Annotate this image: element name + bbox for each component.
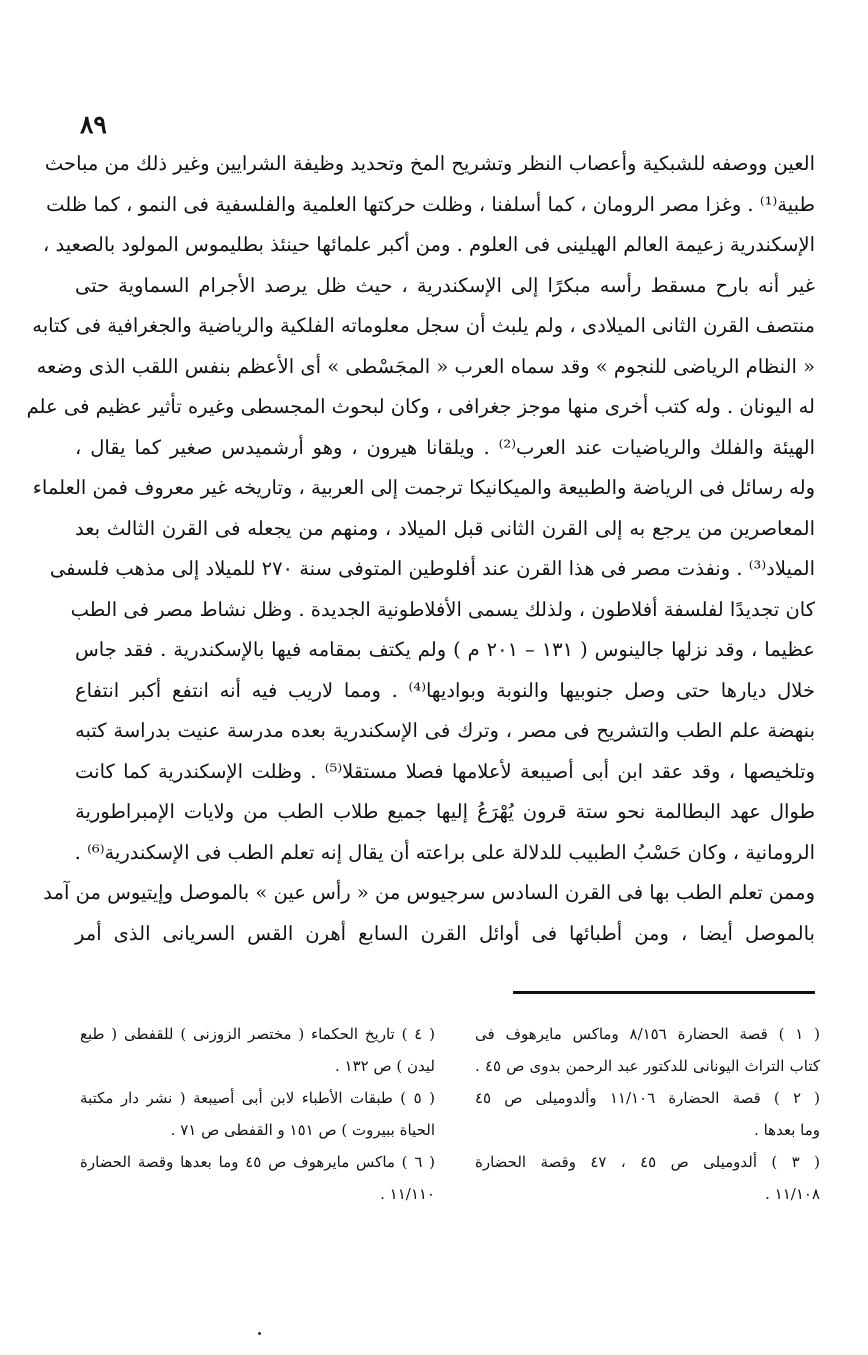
footnote-line: ( ٥ ) طبقات الأطباء لابن أبى أصيبعة ( نشر دار مكتبة <box>80 1089 435 1107</box>
body-line: عظيما ، وقد نزلها جالينوس ( ١٣١ – ٢٠١ م ) ولم يكتف بمقامه فيها بالإسكندرية . فقد جاس <box>75 638 815 661</box>
footnote-line: ١١/١٠٨ . <box>765 1185 820 1203</box>
body-line: منتصف القرن الثانى الميلادى ، ولم يلبث أن سجل معلوماته الفلكية والرياضية والجغرافية فى كتابه <box>32 314 815 337</box>
footnote-line: ١١/١١٠ . <box>380 1185 435 1203</box>
footnote-line: ( ١ ) قصة الحضارة ٨/١٥٦ وماكس مايرهوف فى <box>475 1025 821 1043</box>
footnote-line: ( ٤ ) تاريخ الحكماء ( مختصر الزوزنى ) للقفطى ( طبع <box>80 1025 435 1043</box>
body-line: بالموصل أيضا ، ومن أطبائها فى أوائل القرن السابع أهرن القس السريانى الذى أمر <box>75 921 815 945</box>
page-number: ٨٩ <box>80 110 107 139</box>
body-line: المعاصرين من يرجع به إلى القرن الثانى قبل الميلاد ، ومنهم من يجعله فى القرن الثالث بعد <box>75 516 815 540</box>
footnote-line: ( ٢ ) قصة الحضارة ١١/١٠٦ وألدوميلى ص ٤٥ <box>475 1089 820 1107</box>
body-line: وله رسائل فى الرياضة والطبيعة والميكانيكا ترجمت إلى العربية ، وتاريخه غير معروف فمن العلماء <box>32 476 815 499</box>
footnote-line: ليدن ) ص ١٣٢ . <box>335 1057 435 1075</box>
body-line: الميلاد⁽³⁾ . ونفذت مصر فى هذا القرن عند أفلوطين المتوفى سنة ٢٧٠ للميلاد إلى مذهب فلسفى <box>49 557 815 580</box>
body-line: خلال ديارها حتى وصل جنوبيها والنوبة وبواديها⁽⁴⁾ . ومما لاريب فيه أنه انتفع أكبر انتفاع <box>75 678 815 702</box>
footnote-line: كتاب التراث اليونانى للدكتور عبد الرحمن بدوى ص ٤٥ . <box>475 1057 820 1075</box>
body-line: وتلخيصها ، وقد عقد ابن أبى أصيبعة لأعلامها فصلا مستقلا⁽⁵⁾ . وظلت الإسكندرية كما كانت <box>75 759 815 783</box>
body-line: طوال عهد البطالمة نحو ستة قرون يُهْرَعُ إليها جميع طلاب الطب من ولايات الإمبراطورية <box>75 800 815 823</box>
body-line: العين ووصفه للشبكية وأعصاب النظر وتشريح المخ وتحديد وظيفة الشرايين وغير ذلك من مباحث <box>44 152 815 175</box>
body-line: « النظام الرياضى للنجوم » وقد سماه العرب « المجَسْطى » أى الأعظم بنفس اللقب الذى وضعه <box>36 354 815 378</box>
body-line: بنهضة علم الطب والتشريح فى مصر ، وترك فى الإسكندرية بعده مدرسة عنيت بدراسة كتبه <box>75 719 815 742</box>
footnote-line: الحياة ببيروت ) ص ١٥١ و القفطى ص ٧١ . <box>170 1121 435 1139</box>
body-line: الرومانية ، وكان حَسْبُ الطبيب للدلالة على براعته أن يقال إنه تعلم الطب فى الإسكندرية⁽⁶⁾ . <box>74 840 815 864</box>
footnote-line: وما بعدها . <box>754 1121 820 1139</box>
body-line: وممن تعلم الطب بها فى القرن السادس سرجيوس من « رأس عين » بالموصل وإيتيوس من آمد <box>43 881 815 904</box>
body-line: طبية⁽¹⁾ . وغزا مصر الرومان ، كما أسلفنا ، وظلت حركتها العلمية والفلسفية فى النمو ، كما ظلت <box>46 192 815 216</box>
body-text <box>26 144 815 954</box>
body-line: له اليونان . وله كتب أخرى منها موجز جغرافى ، وكان لبحوث المجسطى وغيره تأثير عظيم فى علم <box>26 395 815 418</box>
body-line: كان تجديدًا لفلسفة أفلاطون ، ولذلك يسمى الأفلاطونية الجديدة . وظل نشاط مصر فى الطب <box>70 597 815 621</box>
footnotes-left-column <box>80 1018 435 1210</box>
footnote-line: ( ٦ ) ماكس مايرهوف ص ٤٥ وما بعدها وقصة الحضارة <box>80 1153 435 1171</box>
body-line: غير أنه بارح مسقط رأسه مبكرًا إلى الإسكندرية ، حيث ظل يرصد الأجرام السماوية حتى <box>75 273 815 297</box>
footnote-line: ( ٣ ) ألدوميلى ص ٤٥ ، ٤٧ وقصة الحضارة <box>475 1153 820 1171</box>
footnotes-right-column <box>475 1018 820 1210</box>
body-line: الهيئة والفلك والرياضيات عند العرب⁽²⁾ . ويلقانا هيرون ، وهو أرشميدس صغير كما يقال ، <box>75 435 815 459</box>
body-line: الإسكندرية زعيمة العالم الهيلينى فى العلوم . ومن أكبر علمائها حينئذ بطليموس المولود بالصعيد ، <box>42 233 815 256</box>
footnote-divider <box>513 991 815 994</box>
print-speck <box>258 1332 261 1335</box>
